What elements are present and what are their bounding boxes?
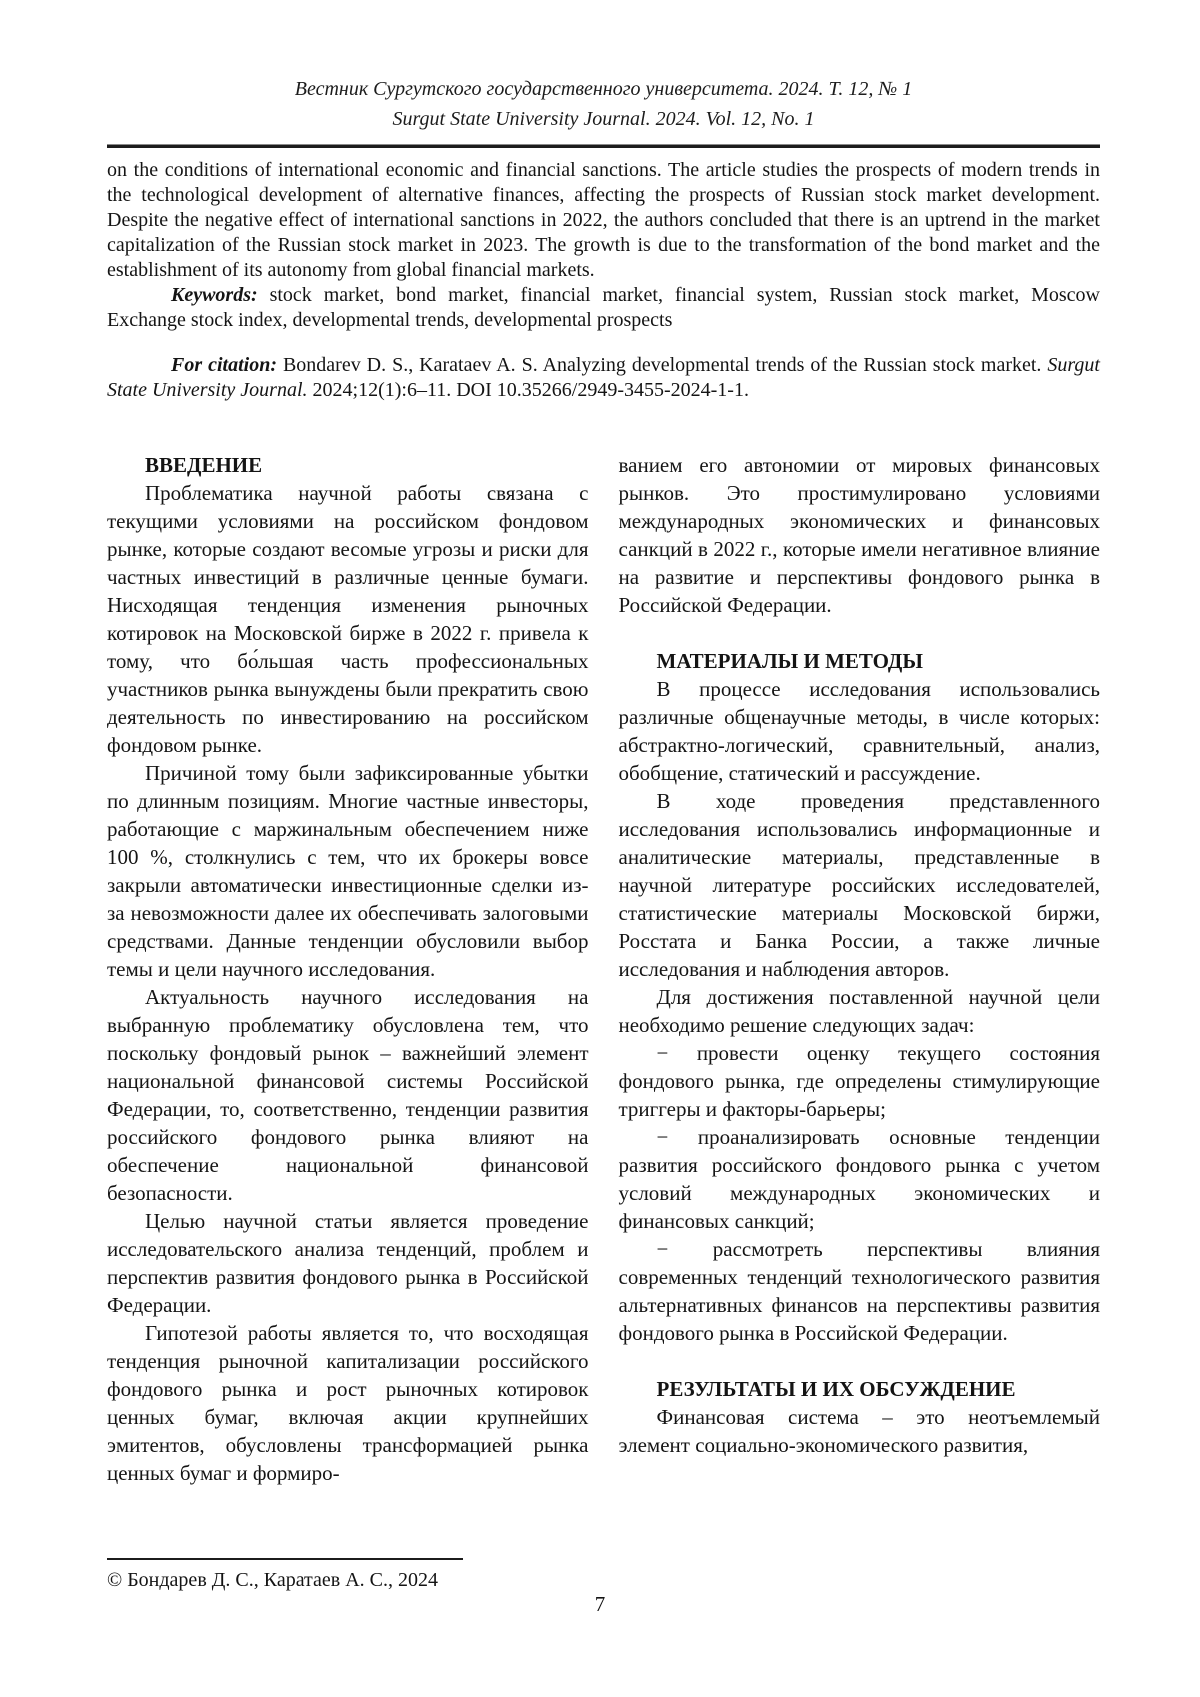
copyright-note: © Бондарев Д. С., Каратаев А. С., 2024 (107, 1569, 439, 1591)
keywords-label: Keywords: (171, 284, 258, 306)
paragraph-financial-system: Финансовая система – это неотъемлемый элемент социально-экономического развития, (618, 1405, 1100, 1457)
footnote (107, 1558, 527, 1593)
paragraph-hypothesis-continued: ванием его автономии от мировых финансовых рынков. Это простимулировано условиями международных экономических и финансовых санкций в 2022 г., которые имели негативное влияние на развитие и перспективы фондового рынка в Российской Федерации. (618, 453, 1100, 617)
abstract-text: on the conditions of international economic and financial sanctions. The article studies the prospects of modern trends in the technological development of alternative finances, affecting the prospects of Russian stock market development. Despite the negative effect of international sanctions in 2022, the authors concluded that there is an uptrend in the market capitalization of the Russian stock market in 2023. The growth is due to the transformation of the bond market and the establishment of its autonomy from global financial markets. (107, 159, 1100, 281)
header-rule (107, 144, 1100, 148)
page-number: 7 (594, 1592, 606, 1616)
citation-volume-doi: 2024;12(1):6–11. DOI 10.35266/2949-3455-2024-1-1. (307, 379, 749, 401)
citation-label: For citation: (171, 354, 277, 376)
left-column (107, 451, 589, 1556)
section-heading-results-discussion: РЕЗУЛЬТАТЫ И ИХ ОБСУЖДЕНИЕ (656, 1377, 1016, 1401)
keywords-paragraph (107, 283, 1100, 333)
paragraph-hypothesis: Гипотезой работы является то, что восходящая тенденция рыночной капитализации российского фондового рынка и рост рыночных котировок ценных бумаг, включая акции крупнейших эмитентов, обусловлены трансформацией рынка ценных бумаг и формиро- (107, 1321, 589, 1485)
citation-journal-name: Surgut State University Journal. (107, 354, 1100, 401)
paragraph-goal: Целью научной статьи является проведение исследовательского анализа тенденций, проблем и перспектив развития фондового рынка в Российской Федерации. (107, 1209, 589, 1317)
citation-paragraph (107, 353, 1100, 403)
section-heading-materials-methods: МАТЕРИАЛЫ И МЕТОДЫ (656, 649, 923, 673)
journal-title-ru: Вестник Сургутского государственного университета. 2024. Т. 12, № 1 (294, 78, 913, 100)
task-list-item-3: − рассмотреть перспективы влияния современных тенденций технологического развития альтернативных финансов на перспективы развития фондового рынка в Российской Федерации. (618, 1237, 1100, 1345)
journal-title-en: Surgut State University Journal. 2024. Vol. 12, No. 1 (392, 108, 815, 130)
paragraph-methods: В процессе исследования использовались различные общенаучные методы, в числе которых: абстрактно-логический, сравнительный, анализ, обобщение, статический и рассуждение. (618, 677, 1100, 785)
two-column-body (107, 451, 1100, 1556)
task-list-item-1: − провести оценку текущего состояния фондового рынка, где определены стимулирующие триггеры и факторы-барьеры; (618, 1041, 1100, 1121)
paragraph-losses: Причиной тому были зафиксированные убытки по длинным позициям. Многие частные инвесторы, работающие с маржинальным обеспечением ниже 100 %, столкнулись с тем, что их брокеры вовсе закрыли автоматически инвестиционные сделки из-за невозможности далее их обеспечивать залоговыми средствами. Данные тенденции обусловили выбор темы и цели научного исследования. (107, 761, 589, 981)
keywords-text: stock market, bond market, financial market, financial system, Russian stock market, Moscow Exchange stock index, developmental trends, developmental prospects (107, 284, 1100, 331)
section-heading-introduction: ВВЕДЕНИЕ (145, 453, 263, 477)
citation-authors-title: Bondarev D. S., Karataev A. S. Analyzing developmental trends of the Russian stock market. (276, 354, 1048, 376)
paragraph-relevance: Актуальность научного исследования на выбранную проблематику обусловлена тем, что поскольку фондовый рынок – важнейший элемент национальной финансовой системы Российской Федерации, то, соответственно, тенденции развития российского фондового рынка влияют на обеспечение национальной финансовой безопасности. (107, 985, 589, 1205)
footnote-rule (107, 1558, 463, 1560)
abstract-block (107, 158, 1100, 333)
paragraph-tasks-intro: Для достижения поставленной научной цели необходимо решение следующих задач: (618, 985, 1100, 1037)
journal-header (107, 74, 1100, 134)
right-column (619, 451, 1101, 1556)
paragraph-sources: В ходе проведения представленного исследования использовались информационные и аналитические материалы, представленные в научной литературе российских исследователей, статистические материалы Московской биржи, Росстата и Банка России, а также личные исследования и наблюдения авторов. (618, 789, 1100, 981)
paragraph-problematics: Проблематика научной работы связана с текущими условиями на российском фондовом рынке, которые создают весомые угрозы и риски для частных инвестиций в различные ценные бумаги. Нисходящая тенденция изменения рыночных котировок на Московской бирже в 2022 г. привела к тому, что бо́льшая часть профессиональных участников рынка вынуждены были прекратить свою деятельность по инвестированию на российском фондовом рынке. (107, 481, 589, 757)
task-list-item-2: − проанализировать основные тенденции развития российского фондового рынка с учетом условий международных экономических и финансовых санкций; (618, 1125, 1100, 1233)
